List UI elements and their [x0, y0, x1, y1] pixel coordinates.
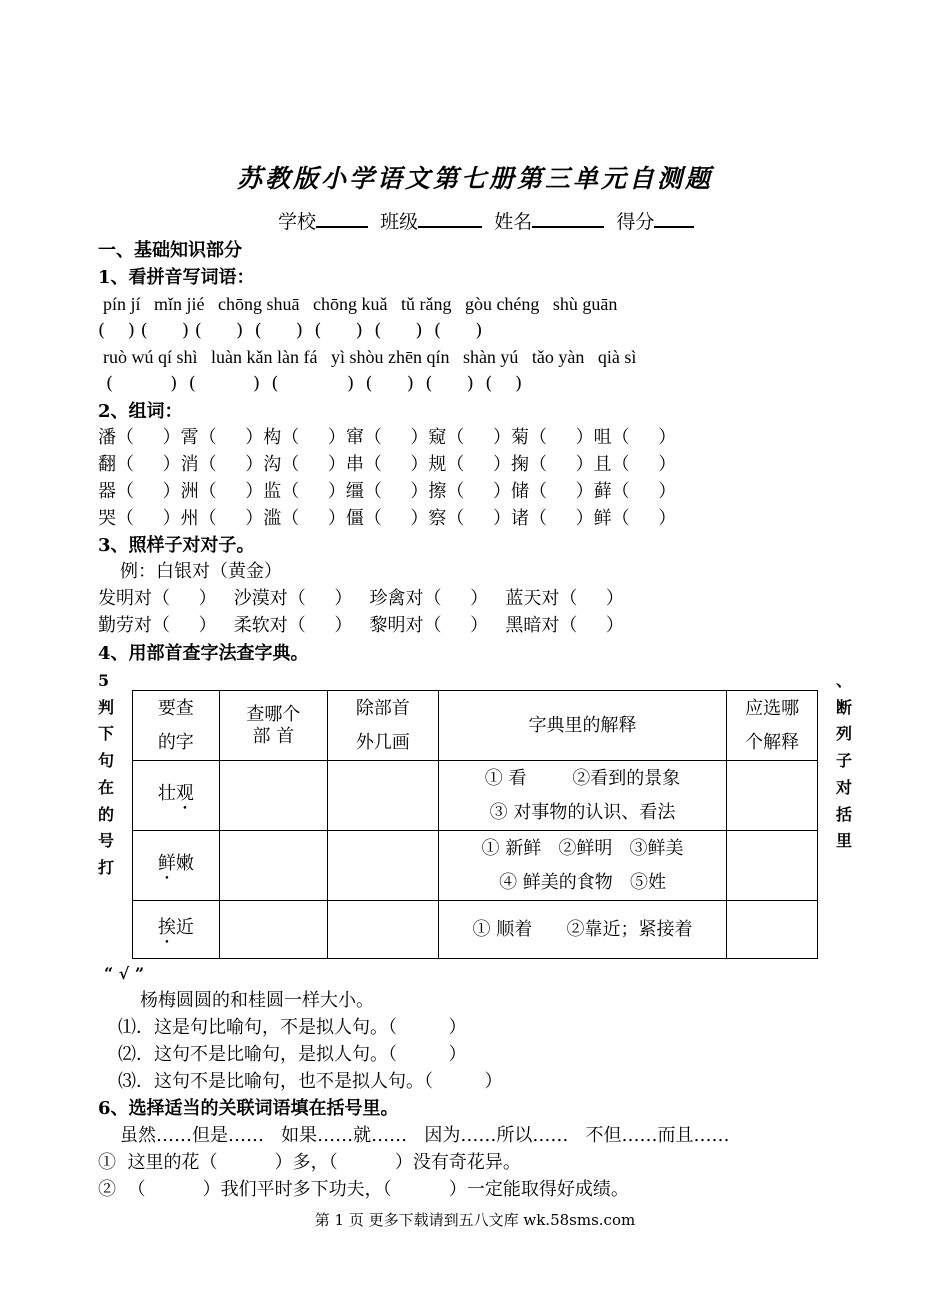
meaning-cell: ① 看 ②看到的景象 ③ 对事物的认识、看法 [438, 761, 727, 831]
vertical-char: 列 [836, 724, 853, 744]
name-label: 姓名 [494, 211, 533, 233]
vertical-char: 、 [836, 671, 853, 690]
table-row [133, 761, 818, 831]
q5-option: ⑵．这句不是比喻句，是拟人句。（ ） [118, 1044, 467, 1065]
header-strokes: 除部首 外几画 [328, 691, 439, 761]
section-heading-basics: 一、基础知识部分 [98, 240, 242, 261]
table-row [133, 831, 818, 901]
q2-row: 翻（ ）消（ ）沟（ ）串（ ）规（ ）掬（ ）且（ ） [98, 454, 677, 475]
vertical-char: 的 [98, 804, 115, 824]
choose-answer-cell[interactable] [727, 761, 818, 831]
name-blank [532, 210, 604, 228]
vertical-char: 判 [98, 697, 115, 717]
score-label: 得分 [616, 211, 655, 233]
q1-pinyin-row-1: pín jí mǐn jié chōng shuā chōng kuǎ tǔ rǎng gòu chéng shù guān [103, 294, 618, 314]
q5-right-vertical-text [836, 668, 856, 855]
header-char: 要查 的字 [133, 691, 220, 761]
q4-heading: 4、用部首查字法查字典。 [98, 643, 309, 664]
q2-row: 潘（ ）霄（ ）构（ ）窜（ ）窥（ ）菊（ ）咀（ ） [98, 427, 677, 448]
q5-option: ⑴．这是句比喻句，不是拟人句。（ ） [118, 1017, 467, 1038]
meaning-cell: ① 顺着 ②靠近；紧接着 [438, 901, 727, 959]
q3-example: 例：白银对（黄金） [120, 561, 282, 582]
meaning-cell: ① 新鲜 ②鲜明 ③鲜美 ④ 鲜美的食物 ⑤姓 [438, 831, 727, 901]
page-footer: 第 1 页 更多下载请到五八文库 wk.58sms.com [314, 1211, 636, 1229]
q1-heading: 1、看拼音写词语： [98, 267, 255, 288]
word-cell: 壮观 [133, 761, 220, 831]
q1-pinyin-row-2: ruò wú qí shì luàn kǎn làn fá yì shòu zhēn qín shàn yú tǎo yàn qià sì [103, 347, 637, 367]
q3-row-1: 发明对（ ） 沙漠对（ ） 珍禽对（ ） 蓝天对（ ） [98, 588, 624, 609]
page-title: 苏教版小学语文第七册第三单元自测题 [236, 164, 713, 193]
vertical-char: 在 [98, 777, 115, 797]
choose-answer-cell[interactable] [727, 901, 818, 959]
radical-answer-cell[interactable] [219, 831, 328, 901]
strokes-answer-cell[interactable] [328, 901, 439, 959]
student-info-line [278, 210, 694, 234]
word-cell: 挨近 [133, 901, 220, 959]
q3-heading: 3、照样子对对子。 [98, 535, 255, 556]
vertical-char: 断 [836, 697, 853, 717]
q3-row-2: 勤劳对（ ） 柔软对（ ） 黎明对（ ） 黑暗对（ ） [98, 615, 624, 636]
table-row [133, 901, 818, 959]
radical-answer-cell[interactable] [219, 761, 328, 831]
header-choose: 应选哪 个解释 [727, 691, 818, 761]
strokes-answer-cell[interactable] [328, 831, 439, 901]
vertical-char: 号 [98, 831, 115, 851]
vertical-char: 5 [98, 671, 110, 690]
vertical-char: 句 [98, 751, 115, 771]
q1-blanks-row-2: ( ) ( ) ( ) ( ) ( ) ( ) [106, 373, 523, 394]
vertical-char: 子 [836, 751, 853, 771]
q2-heading: 2、组词： [98, 401, 183, 422]
choose-answer-cell[interactable] [727, 831, 818, 901]
q5-option: ⑶．这句不是比喻句，也不是拟人句。（ ） [118, 1071, 503, 1092]
header-meaning: 字典里的解释 [438, 691, 727, 761]
header-radical: 查哪个 部 首 [219, 691, 328, 761]
q5-left-vertical-text [98, 668, 118, 882]
table-header-row [133, 691, 818, 761]
q6-item: ② （ ）我们平时多下功夫，（ ）一定能取得好成绩。 [98, 1179, 629, 1200]
school-blank [316, 210, 368, 228]
q2-row: 哭（ ）州（ ）滥（ ）僵（ ）察（ ）诸（ ）鲜（ ） [98, 508, 677, 529]
vertical-char: 对 [836, 777, 853, 797]
vertical-char: 括 [836, 804, 853, 824]
q6-heading: 6、选择适当的关联词语填在括号里。 [98, 1098, 399, 1119]
q1-blanks-row-1: ( ) ( ) ( ) ( ) ( ) ( ) ( ) [98, 320, 483, 341]
vertical-char: 下 [98, 724, 115, 744]
dictionary-table [132, 690, 818, 959]
q6-item: ① 这里的花（ ）多，（ ）没有奇花异。 [98, 1152, 521, 1173]
strokes-answer-cell[interactable] [328, 761, 439, 831]
q5-sentence: 杨梅圆圆的和桂圆一样大小。 [140, 990, 374, 1011]
q2-row: 器（ ）洲（ ）监（ ）缰（ ）擦（ ）储（ ）藓（ ） [98, 481, 677, 502]
q5-checkmark: “ √ ” [104, 964, 145, 983]
school-label: 学校 [278, 211, 317, 233]
radical-answer-cell[interactable] [219, 901, 328, 959]
class-label: 班级 [380, 211, 419, 233]
class-blank [418, 210, 482, 228]
q6-word-choices: 虽然……但是…… 如果……就…… 因为……所以…… 不但……而且…… [120, 1125, 730, 1146]
vertical-char: 里 [836, 831, 853, 851]
vertical-char: 打 [98, 857, 115, 877]
score-blank [654, 210, 694, 228]
word-cell: 鲜嫩 [133, 831, 220, 901]
